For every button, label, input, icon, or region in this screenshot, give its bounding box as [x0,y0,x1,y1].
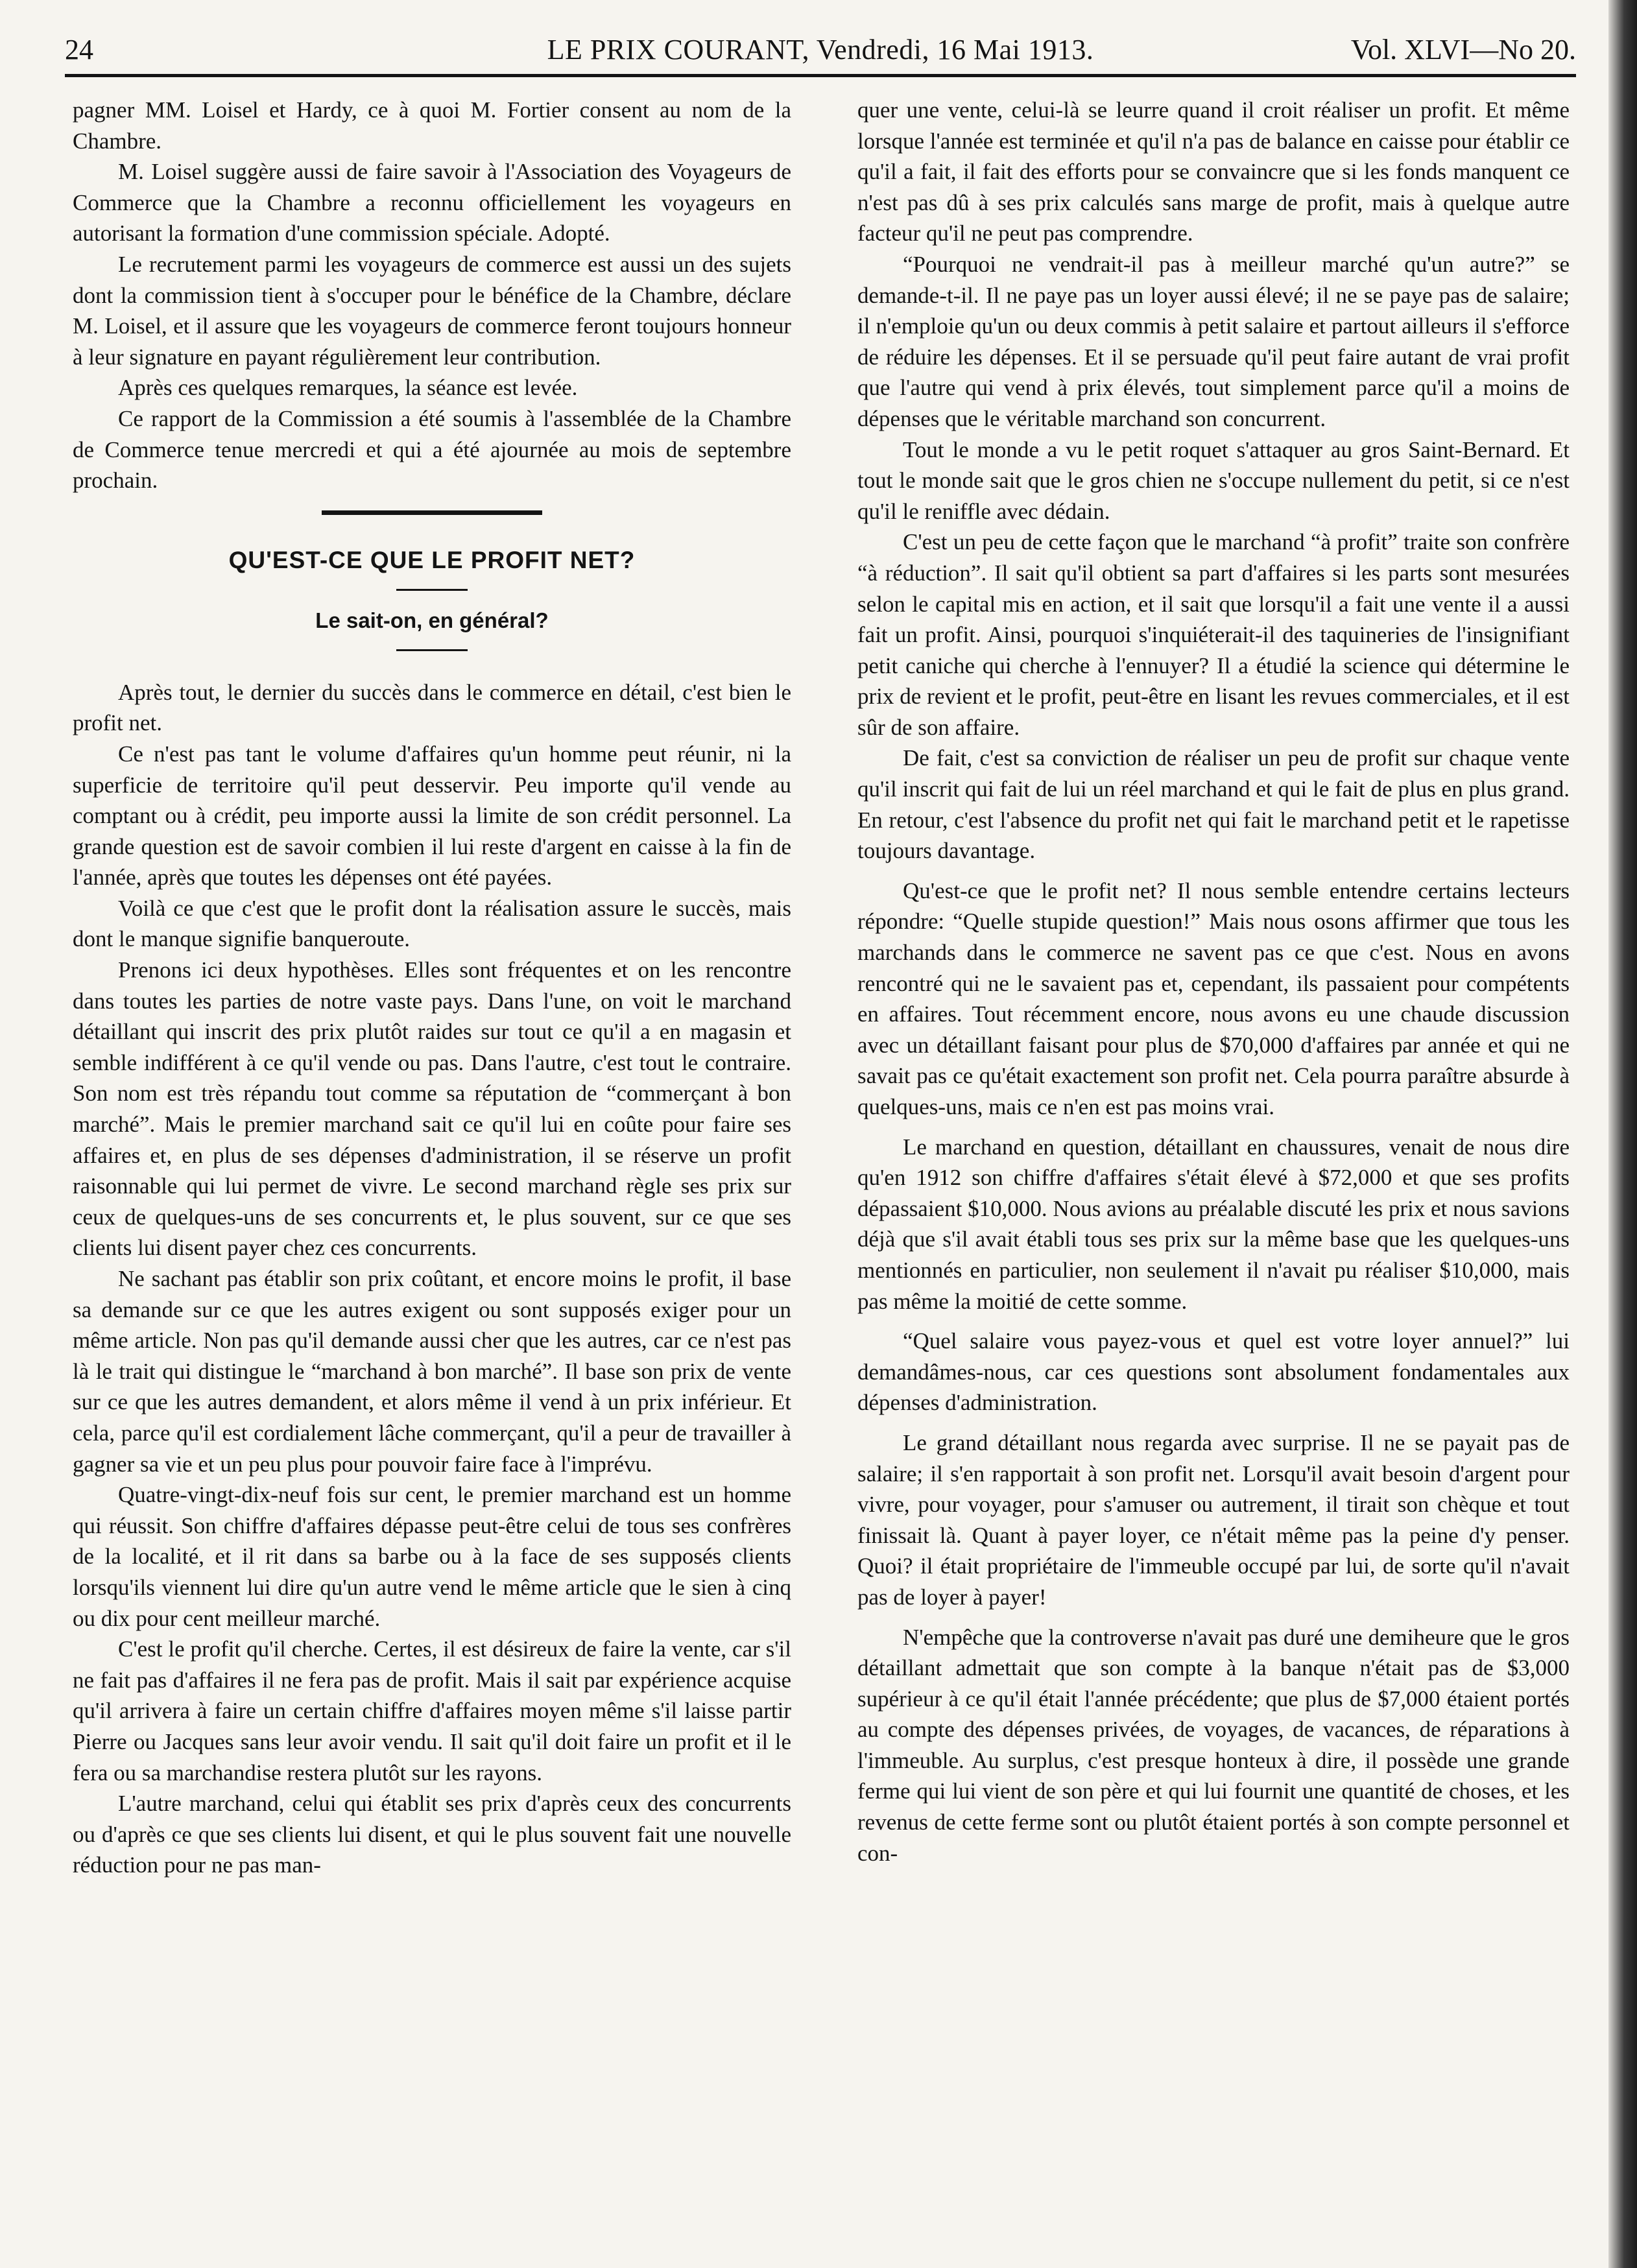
paragraph: C'est le profit qu'il cherche. Certes, il est désireux de faire la vente, car s'il ne fait pas d'affaires il ne fera pas de profit. Mais il sait par expérience acquise qu'il arrivera à faire un certain chiffre d'affaires moyen même s'il laisse partir Pierre ou Jacques sans leur avoir vendu. Il sait qu'il doit faire un profit et il le fera ou sa marchandise restera plutôt sur les rayons. [73,1636,791,1785]
title-rule [396,589,468,591]
volume-number: Vol. XLVI—No 20. [1350,34,1576,66]
paragraph: Prenons ici deux hypothèses. Elles sont fréquentes et on les rencontre dans toutes les parties de notre vaste pays. Dans l'une, on voit le marchand détaillant qui inscrit des prix plutôt raides sur tout ce qu'il a en magasin et semble indifférent à ce qu'il vende ou pas. Dans l'autre, c'est tout le contraire. Son nom est très répandu tout comme sa réputation de “commerçant à bon marché”. Mais le premier marchand sait ce qu'il lui en coûte pour faire ses affaires et, en plus de ses dépenses d'administration, il se réserve un profit raisonnable qui lui permet de vivre. Le second marchand règle ses prix sur ceux de quelques-uns de ses concurrents et, le plus souvent, sur ce que ses clients lui disent payer chez ces concurrents. [73,957,791,1261]
left-column [73,95,791,1881]
paragraph: Tout le monde a vu le petit roquet s'attaquer au gros Saint-Bernard. Et tout le monde sait que le gros chien ne s'occupe nullement du petit, si ce n'est qu'il le reniffle avec dédain. [857,436,1570,524]
paragraph: Quatre-vingt-dix-neuf fois sur cent, le premier marchand est un homme qui réussit. Son chiffre d'affaires dépasse peut-être celui de tous ses confrères de la localité, et il rit dans sa barbe ou à la face de ses supposés clients lorsqu'ils viennent lui dire qu'un autre vend le même article que le sien à cinq ou dix pour cent meilleur marché. [73,1482,791,1631]
paragraph: “Quel salaire vous payez-vous et quel est votre loyer annuel?” lui demandâmes-nous, car ces questions sont absolument fondamentales aux dépenses d'administration. [857,1328,1570,1416]
paragraph: L'autre marchand, celui qui établit ses prix d'après ceux des concurrents ou d'après ce que ses clients lui disent, et qui le plus souvent fait une nouvelle réduction pour ne pas man- [73,1791,791,1878]
paragraph: Le recrutement parmi les voyageurs de commerce est aussi un des sujets dont la commission tient à s'occuper pour le bénéfice de la Chambre, déclare M. Loisel, et il assure que les voyageurs de commerce feront toujours honneur à leur signature en payant régulièrement leur contribution. [73,251,791,370]
paragraph: Qu'est-ce que le profit net? Il nous semble entendre certains lecteurs répondre: “Quelle stupide question!” Mais nous osons affirmer que tous les marchands dans le commerce ne savent pas ce que c'est. Nous en avons rencontré qui ne le savaient pas et, cependant, ils passaient pour compétents en affaires. Tout récemment encore, nous avons eu une chaude discussion avec un détaillant faisant pour plus de $70,000 d'affaires par année et qui ne savait pas ce qu'était exactement son profit net. Cela pourra paraître absurde à quelques-uns, mais ce n'en est pas moins vrai. [857,877,1570,1119]
paragraph: De fait, c'est sa conviction de réaliser un peu de profit sur chaque vente qu'il inscrit qui fait de lui un réel marchand et qui le fait de plus en plus grand. En retour, c'est l'absence du profit net qui fait le marchand petit et le rapetisse toujours davantage. [857,745,1570,864]
article-subtitle: Le sait-on, en général? [315,608,549,632]
paragraph: M. Loisel suggère aussi de faire savoir à l'Association des Voyageurs de Commerce que la Chambre a reconnu officiellement les voyageurs en autorisant la formation d'une commission spéciale. Adopté. [73,159,791,246]
page-number: 24 [65,34,93,66]
paragraph: Après ces quelques remarques, la séance est levée. [118,375,578,401]
article-title: QU'EST-CE QUE LE PROFIT NET? [228,546,636,573]
paragraph: Ce n'est pas tant le volume d'affaires qu'un homme peut réunir, ni la superficie de territoire qu'il peut desservir. Peu importe qu'il vende au comptant ou à crédit, peu importe aussi la limite de son crédit personnel. La grande question est de savoir combien il lui reste d'argent en caisse à la fin de l'année, après que toutes les dépenses ont été payées. [73,741,791,890]
page-header [65,29,1576,71]
page-edge-shadow [1608,0,1637,2268]
paragraph: “Pourquoi ne vendrait-il pas à meilleur marché qu'un autre?” se demande-t-il. Il ne paye pas un loyer aussi élevé; il ne se paye pas de salaire; il n'emploie qu'un ou deux commis à petit salaire et partout ailleurs il s'efforce de réduire les dépenses. Et il se persuade qu'il peut faire autant de vrai profit que l'autre qui vend à prix élevés, tout simplement parce qu'il a moins de dépenses que le véritable marchand son concurrent. [857,251,1570,431]
paragraph: pagner MM. Loisel et Hardy, ce à quoi M. Fortier consent au nom de la Chambre. [73,97,791,154]
header-rule [65,74,1576,77]
right-column [857,95,1570,1868]
paragraph: Après tout, le dernier du succès dans le commerce en détail, c'est bien le profit net. [73,679,791,736]
section-separator [322,510,542,515]
paragraph: Le grand détaillant nous regarda avec surprise. Il ne se payait pas de salaire; il s'en rapportait à son profit net. Lorsqu'il avait besoin d'argent pour vivre, pour voyager, pour s'amuser ou autrement, il tirait son chèque et tout finissait là. Quant à payer loyer, ce n'était même pas la peine d'y penser. Quoi? il était propriétaire de l'immeuble occupé par lui, de sorte qu'il n'avait pas de loyer à payer! [857,1429,1570,1610]
paragraph: Ce rapport de la Commission a été soumis à l'assemblée de la Chambre de Commerce tenue mercredi et qui a été ajournée au mois de septembre prochain. [73,405,791,494]
paragraph: Voilà ce que c'est que le profit dont la réalisation assure le succès, mais dont le manque signifie banqueroute. [73,895,791,952]
paragraph: quer une vente, celui-là se leurre quand il croit réaliser un profit. Et même lorsque l'année est terminée et qu'il n'a pas de balance en caisse pour établir ce qu'il a fait, il fait des efforts pour se convaincre que si les fonds manquent ce n'est pas dû à ses prix calculés sans marge de profit, mais à quelque autre facteur qu'il ne peut pas comprendre. [857,97,1570,246]
subtitle-rule [396,649,468,651]
paragraph: Ne sachant pas établir son prix coûtant, et encore moins le profit, il base sa demande sur ce que les autres exigent ou sont supposés exiger pour un même article. Non pas qu'il demande aussi cher que les autres, car ce n'est pas là le trait qui distingue le “marchand à bon marché”. Il base son prix de vente sur ce que les autres demandent, et alors même il vend à un prix inférieur. Et cela, parce qu'il est cordialement lâche commerçant, qu'il a peur de travailler à gagner sa vie et un peu plus pour pouvoir faire face à l'imprévu. [73,1266,791,1477]
masthead-title: LE PRIX COURANT, Vendredi, 16 Mai 1913. [547,34,1094,66]
paragraph: N'empêche que la controverse n'avait pas duré une demiheure que le gros détaillant admettait que son compte à la banque n'était pas de $3,000 supérieur à ce qu'il était l'année précédente; que plus de $7,000 étaient portés au compte des dépenses privées, de voyages, de vacances, de réparations à l'immeuble. Au surplus, c'est presque honteux à dire, il possède une grande ferme qui lui vient de son père et qui lui fournit une quantité de choses, et les revenus de cette ferme sont ou plutôt étaient portés à son compte personnel et con- [857,1624,1570,1866]
paragraph: C'est un peu de cette façon que le marchand “à profit” traite son confrère “à réduction”. Il sait qu'il obtient sa part d'affaires si les parts sont mesurées selon le capital mis en action, et il sait que lorsqu'il a fait une vente il a aussi fait un profit. Ainsi, pourquoi s'inquiéterait-il des taquineries de l'insignifiant petit caniche qui cherche à l'ennuyer? Il a étudié la science qui détermine le prix de revient et le profit, peut-être en lisant les revues commerciales, et il est sûr de son affaire. [857,529,1570,740]
paragraph: Le marchand en question, détaillant en chaussures, venait de nous dire qu'en 1912 son chiffre d'affaires s'était élevé à $72,000 et que ses profits dépassaient $10,000. Nous avions au préalable discuté les prix et nous savions déjà que s'il avait établi tous ses prix sur la même base que les quelques-uns mentionnés en particulier, non seulement il n'avait pu réaliser $10,000, mais pas même la moitié de cette somme. [857,1134,1570,1314]
